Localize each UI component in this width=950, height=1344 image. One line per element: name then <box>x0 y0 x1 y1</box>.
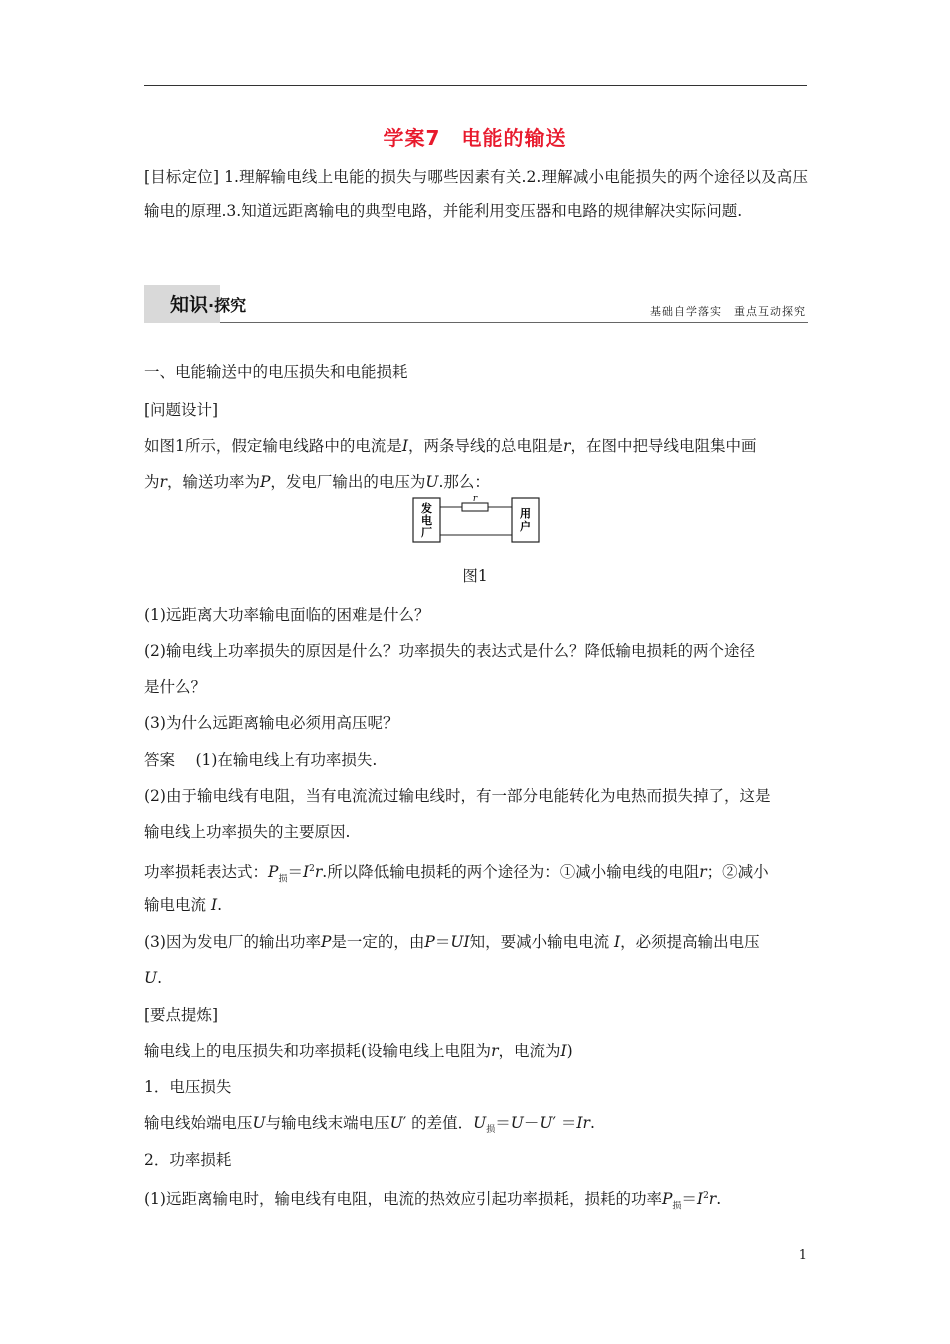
question-3: (3)为什么远距离输电必须用高压呢？ <box>144 714 399 732</box>
svg-text:电: 电 <box>421 514 432 527</box>
section-band <box>144 285 808 323</box>
answer-3: (3)因为发电厂的输出功率P是一定的，由P＝UI知，要减小输电电流 I，必须提高输出电压 <box>144 933 760 951</box>
svg-text:厂: 厂 <box>421 526 432 539</box>
question-2: (2)输电线上功率损失的原因是什么？功率损失的表达式是什么？降低输电损耗的两个途径 <box>144 642 755 660</box>
band-title: 知识·探究 <box>170 294 247 316</box>
question-1: (1)远距离大功率输电面临的困难是什么？ <box>144 606 430 624</box>
figure-caption: 图1 <box>462 567 488 585</box>
heading-1: 一、电能输送中的电压损失和电能损耗 <box>144 363 408 381</box>
objective-paragraph: [目标定位] 1.理解输电线上电能的损失与哪些因素有关.2.理解减小电能损失的两个途径以及高压输电的原理.3.知道远距离输电的典型电路，并能利用变压器和电路的规律解决实际问题. <box>144 168 808 220</box>
intro-line-1: 如图1所示，假定输电线路中的电流是I，两条导线的总电阻是r，在图中把导线电阻集中画 <box>144 437 757 455</box>
svg-text:用: 用 <box>520 507 531 520</box>
loss-expression-cont: 输电电流 I. <box>144 896 223 914</box>
svg-text:户: 户 <box>520 520 531 533</box>
page-title: 学案7 电能的输送 <box>383 126 567 150</box>
key-point-1-text: 输电线始端电压U与输电线末端电压U′ 的差值．$U_损=U-U' =Ir$. <box>144 1114 595 1136</box>
question-2-cont: 是什么？ <box>144 678 207 696</box>
key-point-2-text: (1)远距离输电时，输电线有电阻，电流的热效应引起功率损耗，损耗的功率$P_损=I^2r$. <box>144 1190 722 1212</box>
top-rule <box>144 85 807 86</box>
svg-text:发: 发 <box>421 502 432 515</box>
band-underline <box>220 322 808 323</box>
key-point-1: 1．电压损失 <box>144 1078 232 1096</box>
loss-expression: 功率损耗表达式：$P_损=I^2r$.所以降低输电损耗的两个途径为：①减小输电线的电阻r；②减小 <box>144 863 769 885</box>
key-points-intro: 输电线上的电压损失和功率损耗(设输电线上电阻为r，电流为I) <box>144 1042 573 1060</box>
circuit-diagram <box>412 493 542 545</box>
answer-1: 答案 (1)在输电线上有功率损失. <box>144 751 378 769</box>
band-subtitle: 基础自学落实 重点互动探究 <box>650 305 806 318</box>
page-number: 1 <box>798 1248 807 1263</box>
answer-2-line-2: 输电线上功率损失的主要原因. <box>144 823 351 841</box>
resistor-symbol <box>462 503 488 511</box>
intro-line-2: 为r，输送功率为P，发电厂输出的电压为U.那么： <box>144 473 490 491</box>
answer-3-cont: U. <box>144 969 163 987</box>
answer-2-line-1: (2)由于输电线有电阻，当有电流流过输电线时，有一部分电能转化为电热而损失掉了，这是 <box>144 787 771 805</box>
resistor-label: r <box>472 494 478 504</box>
key-points-label: [要点提炼] <box>144 1006 219 1024</box>
problem-design-label: [问题设计] <box>144 401 219 419</box>
key-point-2: 2．功率损耗 <box>144 1151 232 1169</box>
